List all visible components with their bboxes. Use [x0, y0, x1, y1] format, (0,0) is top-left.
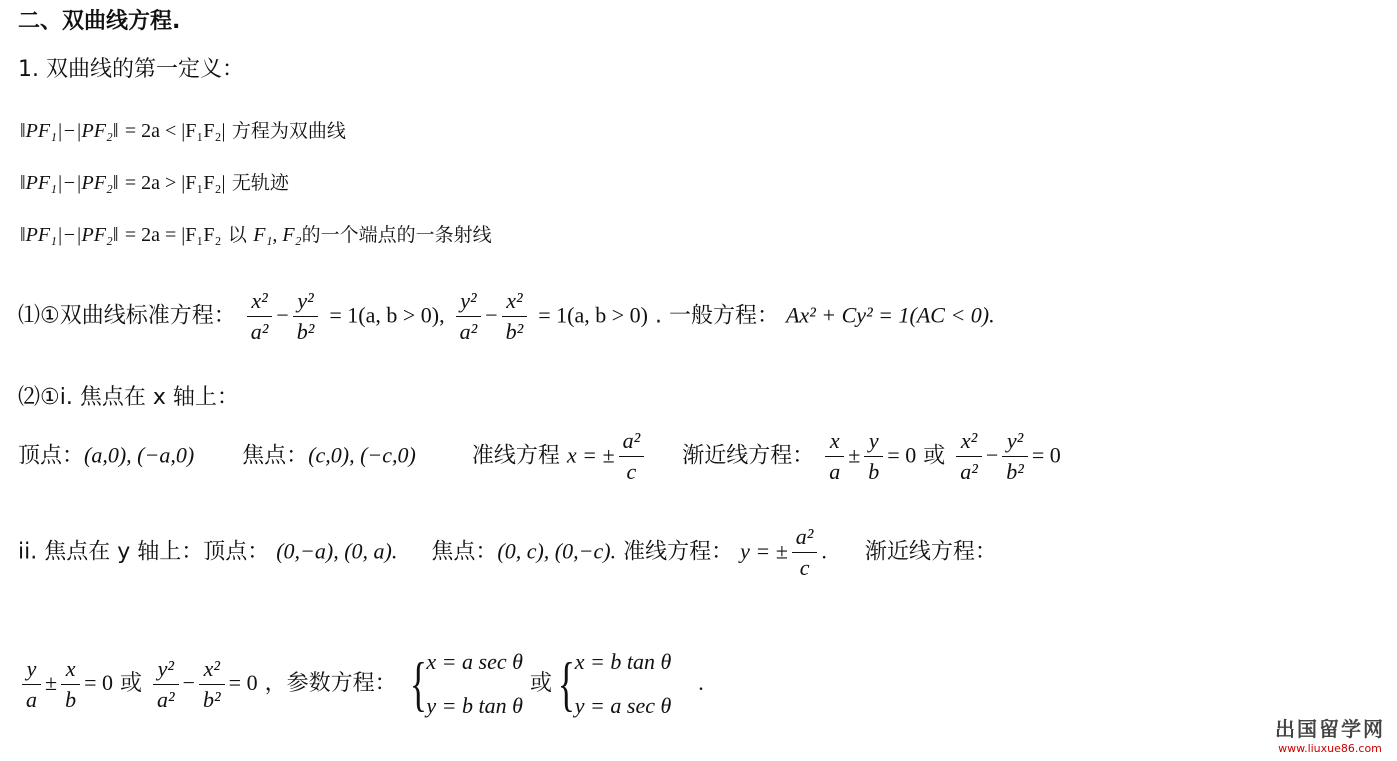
- asymptote-label: 渐近线方程：: [864, 539, 997, 565]
- focus-label: 焦点：: [242, 443, 309, 469]
- or-word: 或: [923, 443, 946, 469]
- param-system-2: x = b tan θ y = a sec θ: [574, 649, 672, 718]
- focus-value: (c,0), (−c,0): [308, 442, 416, 468]
- vertex-label: 顶点：: [18, 443, 85, 469]
- directrix-label: 准线方程: [471, 443, 560, 469]
- def-rel: = 2a = |F₁F₂: [124, 224, 222, 246]
- def-points: F₁, F₂: [253, 224, 302, 246]
- def-rel: = 2a < |F₁F₂|: [124, 120, 226, 142]
- fraction: $\frac{\text{y²}}{\text{a²}}$: [153, 656, 179, 713]
- left-brace: {: [409, 651, 427, 717]
- definition-title: 1. 双曲线的第一定义：: [18, 57, 244, 82]
- fraction: $\frac{\text{y²}}{\text{a²}}$: [456, 288, 482, 345]
- watermark: [1275, 713, 1385, 755]
- plus-minus-sign: ±: [848, 442, 861, 468]
- general-equation: Ax² + Cy² = 1(AC < 0).: [785, 302, 995, 328]
- general-label: . 一般方程：: [654, 303, 779, 329]
- minus-sign: −: [276, 302, 289, 328]
- directrix-prefix: y = ±: [740, 538, 788, 564]
- fraction: $\frac{x}{a}$: [825, 428, 844, 485]
- fraction: $\frac{\text{x²}}{\text{a²}}$: [956, 428, 982, 485]
- fraction: $\frac{\text{y²}}{\text{b²}}$: [293, 288, 319, 345]
- minus-sign: −: [485, 302, 498, 328]
- minus-sign: −: [985, 442, 999, 468]
- fraction: $\frac{y}{b}$: [864, 428, 883, 485]
- fraction: $\frac{\text{y²}}{\text{b²}}$: [1002, 428, 1028, 485]
- definition-line-3: [20, 220, 492, 247]
- equals-zero: = 0: [887, 442, 917, 468]
- or-word: 或: [120, 671, 143, 696]
- fraction: $\frac{x}{b}$: [61, 656, 80, 713]
- section-heading: 二、双曲线方程.: [18, 9, 181, 34]
- period: .: [698, 670, 704, 695]
- plus-minus-sign: ±: [45, 670, 58, 695]
- focus-value: (0, c), (0,−c).: [497, 538, 617, 564]
- directrix-label: 准线方程：: [623, 539, 734, 565]
- def-note: 方程为双曲线: [231, 120, 346, 142]
- y-axis-label: ii. 焦点在 y 轴上：顶点：: [18, 539, 270, 565]
- definition-line-2: [20, 168, 289, 195]
- x-axis-heading: ⑵①i. 焦点在 x 轴上：: [18, 385, 239, 410]
- def-note: 的一个端点的一条射线: [301, 224, 492, 246]
- equals-zero: = 0: [84, 670, 113, 695]
- definition-line-1: [20, 116, 346, 143]
- fraction: $\frac{y}{a}$: [22, 656, 41, 713]
- period: .: [821, 538, 827, 564]
- standard-label: ⑴①双曲线标准方程：: [18, 303, 236, 329]
- focus-label: 焦点：: [431, 539, 498, 565]
- def-note: 以: [227, 224, 247, 246]
- directrix-prefix: x = ±: [566, 442, 615, 468]
- fraction: $\frac{\text{a²}}{c}$: [792, 524, 818, 581]
- def-lhs: ‖PF₁|−|PF₂‖: [20, 120, 119, 142]
- y-axis-line: [18, 524, 997, 581]
- watermark-url: www.liuxue86.com: [1278, 742, 1382, 755]
- watermark-name: 出国留学网: [1275, 717, 1385, 741]
- equals-zero: = 0: [1031, 442, 1061, 468]
- condition: = 1(a, b > 0),: [329, 302, 445, 328]
- param-system-1: x = a sec θ y = b tan θ: [426, 649, 523, 718]
- fraction: $\frac{\text{x²}}{\text{a²}}$: [247, 288, 273, 345]
- def-lhs: ‖PF₁|−|PF₂‖: [20, 224, 119, 246]
- left-brace: {: [557, 651, 576, 717]
- or-word: 或: [529, 671, 552, 696]
- x-axis-line: [18, 428, 1061, 485]
- minus-sign: −: [182, 670, 196, 695]
- condition: = 1(a, b > 0): [538, 302, 648, 328]
- fraction: $\frac{\text{x²}}{\text{b²}}$: [502, 288, 528, 345]
- def-lhs: ‖PF₁|−|PF₂‖: [20, 172, 119, 194]
- def-rel: = 2a > |F₁F₂|: [124, 172, 226, 194]
- standard-equation-line: [18, 288, 995, 345]
- vertex-value: (0,−a), (0, a).: [276, 538, 398, 564]
- fraction: $\frac{\text{x²}}{\text{b²}}$: [199, 656, 225, 713]
- def-note: 无轨迹: [231, 172, 289, 194]
- param-label: ，参数方程：: [264, 671, 397, 696]
- vertex-value: (a,0), (−a,0): [84, 442, 195, 468]
- fraction: $\frac{\text{a²}}{c}$: [619, 428, 645, 485]
- last-line: [18, 640, 704, 728]
- asymptote-label: 渐近线方程：: [682, 443, 815, 469]
- equals-zero: = 0: [228, 670, 258, 695]
